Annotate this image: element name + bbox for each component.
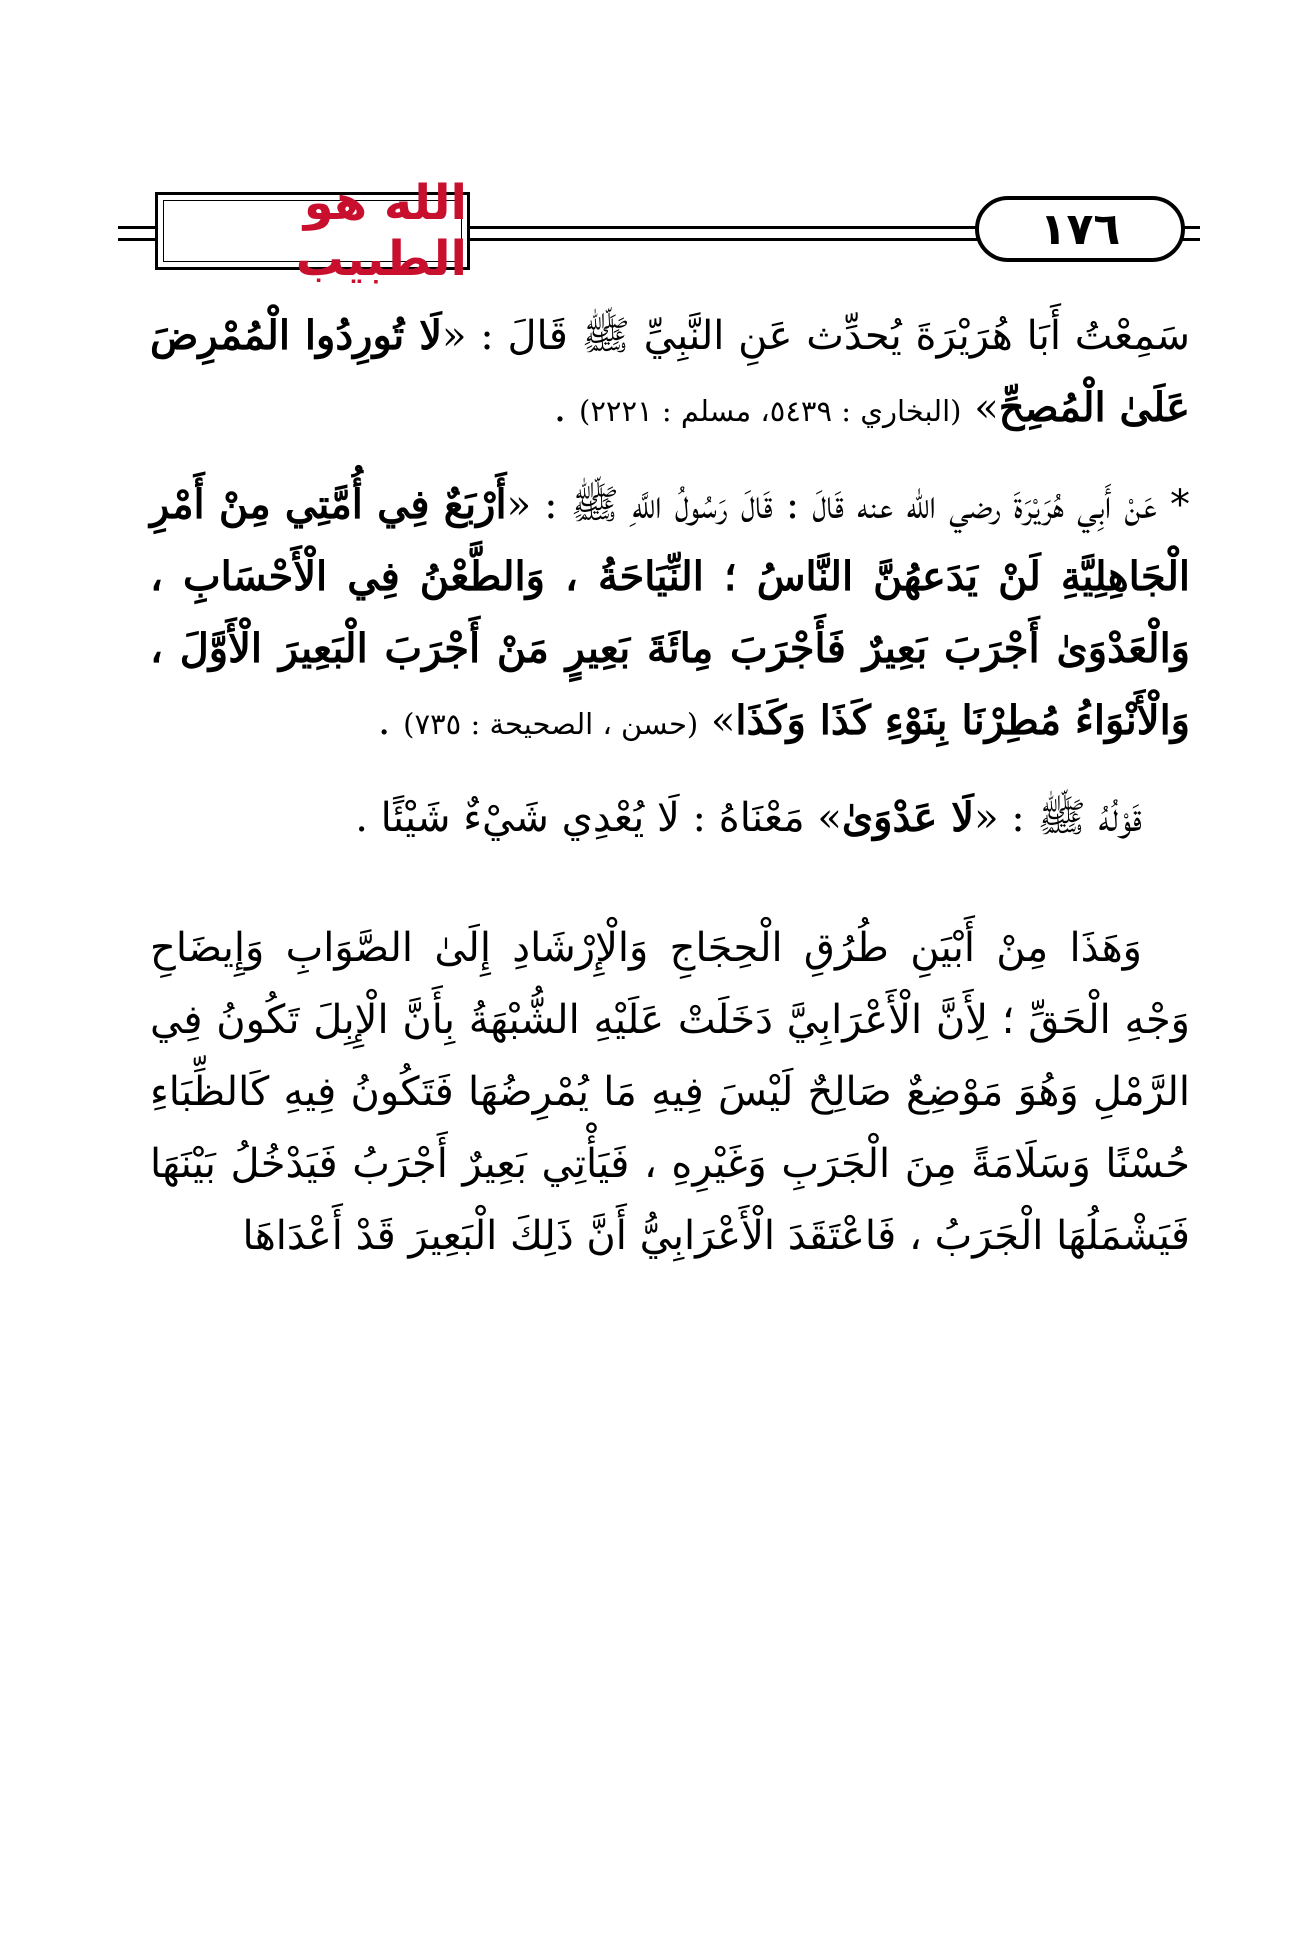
citation: (حسن ، الصحيحة : ٧٣٥) xyxy=(403,707,699,741)
quote-close: » xyxy=(698,698,736,744)
paragraph-hadith-2 xyxy=(150,469,1190,760)
running-title: الله هو الطبيب xyxy=(295,175,467,287)
paragraph-hadith-1 xyxy=(150,300,1190,447)
page-header xyxy=(0,0,1304,300)
header-rule-middle-lower xyxy=(468,238,978,241)
period: . xyxy=(553,385,580,431)
paragraph-text: سَمِعْتُ أَبَا هُرَيْرَةَ يُحدِّث عَنِ النَّبِيِّ ﷺ قَالَ : « xyxy=(442,313,1191,359)
hadith-quote: أَرْبَعٌ فِي أُمَّتِي مِنْ أَمْرِ الْجَاهِلِيَّةِ لَنْ يَدَعهُنَّ النَّاسُ ؛ النِّيَاحَةُ ، وَالطَّعْنُ فِي الْأَحْسَابِ ، وَالْعَدْوَىٰ أَجْرَبَ بَعِيرٌ فَأَجْرَبَ مِائَةَ بَعِيرٍ مَنْ أَجْرَبَ الْبَعِيرَ الْأَوَّلَ ، وَالْأَنْوَاءُ مُطِرْنَا بِنَوْءِ كَذَا وَكَذَا xyxy=(150,481,1190,744)
page-body xyxy=(150,300,1190,1272)
paragraph-text: قَوْلُهُ ﷺ : « xyxy=(974,795,1142,841)
period: . xyxy=(377,698,404,744)
header-rule-left-lower xyxy=(118,238,160,241)
hadith-quote: لَا تُورِدُوا الْمُمْرِضَ عَلَىٰ الْمُصِحِّ xyxy=(150,312,1190,431)
header-rule-left xyxy=(118,226,160,229)
paragraph-text-cont: » مَعْنَاهُ : لَا يُعْدِي شَيْءٌ شَيْئًا . xyxy=(355,795,842,841)
hadith-quote: لَا عَدْوَىٰ xyxy=(841,794,975,841)
bullet-star-icon: * xyxy=(1170,482,1190,528)
page-number-badge xyxy=(975,196,1185,262)
citation: (البخاري : ٥٤٣٩، مسلم : ٢٢٢١) xyxy=(579,394,962,428)
header-rule-middle xyxy=(468,226,978,229)
running-title-box xyxy=(155,175,470,287)
quote-close: » xyxy=(961,385,999,431)
paragraph-explanation xyxy=(150,782,1190,854)
paragraph-commentary xyxy=(150,912,1190,1272)
paragraph-text: وَهَذَا مِنْ أَبْيَنِ طُرُقِ الْحِجَاجِ وَالْإِرْشَادِ إِلَىٰ الصَّوَابِ وَإِيضَاحِ وَجْهِ الْحَقِّ ؛ لِأَنَّ الْأَعْرَابِيَّ دَخَلَتْ عَلَيْهِ الشُّبْهَةُ بِأَنَّ الْإِبِلَ تَكُونُ فِي الرَّمْلِ وَهُوَ مَوْضِعٌ صَالِحٌ لَيْسَ فِيهِ مَا يُمْرِضُهَا فَتَكُونُ فِيهِ كَالظِّبَاءِ حُسْنًا وَسَلَامَةً مِنَ الْجَرَبِ وَغَيْرِهِ ، فَيَأْتِي بَعِيرٌ أَجْرَبُ فَيَدْخُلُ بَيْنَهَا فَيَشْمَلُهَا الْجَرَبُ ، فَاعْتَقَدَ الْأَعْرَابِيُّ أَنَّ ذَلِكَ الْبَعِيرَ قَدْ أَعْدَاهَا xyxy=(150,925,1190,1259)
paragraph-text: عَنْ أَبِي هُرَيْرَةَ رضي الله عنه قَالَ : قَالَ رَسُولُ اللَّهِ ﷺ : « xyxy=(506,482,1170,528)
page-number: ١٧٦ xyxy=(1039,203,1121,255)
header-rule-right-lower xyxy=(1182,238,1200,241)
